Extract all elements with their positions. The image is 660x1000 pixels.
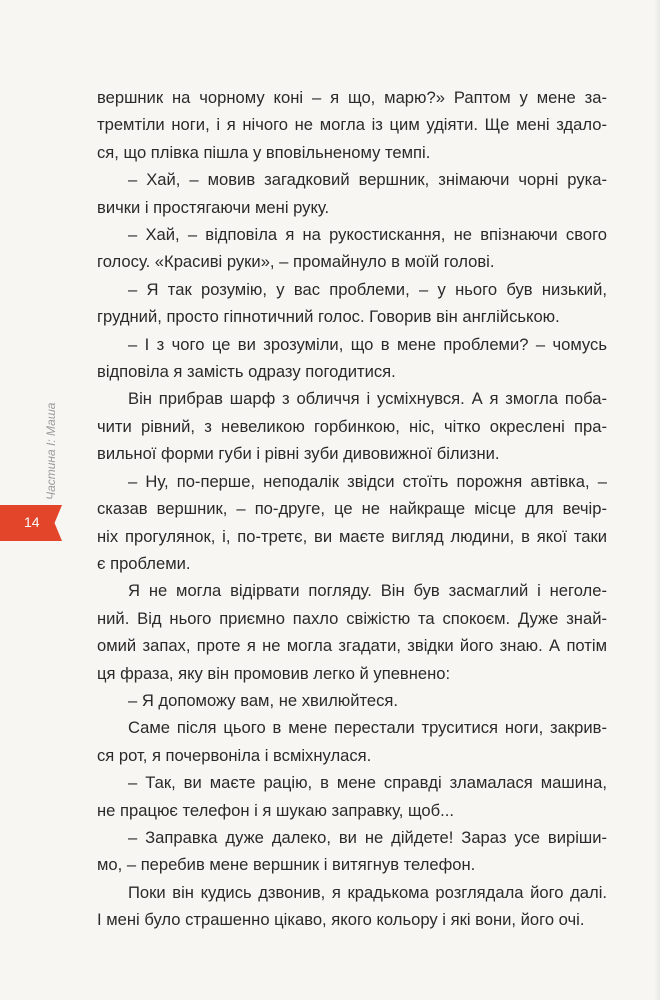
- running-head: [34, 360, 58, 500]
- text-line: омий запах, проте я не могла згадати, звідки його знаю. А потім: [97, 636, 607, 656]
- text-line: ний. Від нього приємно пахло свіжістю та спокоєм. Дуже знай-: [97, 608, 607, 628]
- text-line: Поки він кудись дзвонив, я крадькома розглядала його далі.: [128, 882, 607, 902]
- text-line: – Хай, – мовив загадковий вершник, знімаючи чорні рука-: [128, 170, 607, 190]
- text-line: вички і простягаючи мені руку.: [97, 197, 330, 217]
- text-line: голосу. «Красиві руки», – промайнуло в моїй голові.: [97, 252, 495, 272]
- text-line: вершник на чорному коні – я що, марю?» Раптом у мене за-: [97, 88, 607, 107]
- body-text: [97, 84, 607, 934]
- text-line: – І з чого це ви зрозуміли, що в мене проблеми? – чомусь: [128, 334, 607, 354]
- text-line: Я не могла відірвати погляду. Він був засмаглий і неголе-: [128, 581, 607, 601]
- text-line: – Ну, по-перше, неподалік звідси стоїть порожня автівка, –: [128, 471, 607, 491]
- text-line: тремтіли ноги, і я нічого не могла із цим удіяти. Ще мені здало-: [97, 115, 607, 135]
- text-line: не працює телефон і я шукаю заправку, щоб...: [97, 800, 454, 820]
- text-line: – Заправка дуже далеко, ви не дійдете! Зараз усе виріши-: [128, 827, 607, 847]
- text-line: чити рівний, з невеликою горбинкою, ніс, чітко окреслені пра-: [97, 416, 607, 436]
- running-head-text: Частина I: Маша: [44, 402, 58, 500]
- text-line: Саме після цього в мене перестали труситися ноги, закрив-: [128, 718, 607, 738]
- text-line: вильної форми губи і рівні зуби дивовижної білизни.: [97, 444, 500, 464]
- text-line: ся рот, я почервоніла і всміхнулася.: [97, 745, 372, 765]
- page-edge-shadow: [654, 0, 660, 1000]
- text-line: – Хай, – відповіла я на рукостискання, не впізнаючи свого: [128, 225, 607, 245]
- text-line: ця фраза, яку він промовив легко й упевнено:: [97, 663, 451, 683]
- text-line: сказав вершник, – по-друге, це не найкраще місце для вечір-: [97, 499, 607, 519]
- text-line: – Так, ви маєте рацію, в мене справді зламалася машина,: [128, 773, 607, 793]
- text-line: – Я допоможу вам, не хвилюйтеся.: [128, 690, 399, 710]
- text-line: мо, – перебив мене вершник і витягнув телефон.: [97, 855, 476, 875]
- text-line: грудний, просто гіпнотичний голос. Говорив він англійською.: [97, 307, 560, 327]
- text-line: відповіла я замість одразу погодитися.: [97, 362, 396, 382]
- page-number: 14: [24, 514, 40, 530]
- text-line: ніх прогулянок, і, по-третє, ви маєте вигляд людини, в якої таки: [97, 526, 607, 546]
- text-line: ся, що плівка пішла у вповільненому темпі.: [97, 142, 431, 162]
- text-line: Він прибрав шарф з обличчя і усміхнувся. А я змогла поба-: [128, 389, 607, 409]
- text-line: є проблеми.: [97, 553, 191, 573]
- text-line: – Я так розумію, у вас проблеми, – у нього був низький,: [128, 279, 607, 299]
- text-line: І мені було страшенно цікаво, якого кольору і які вони, його очі.: [97, 910, 585, 930]
